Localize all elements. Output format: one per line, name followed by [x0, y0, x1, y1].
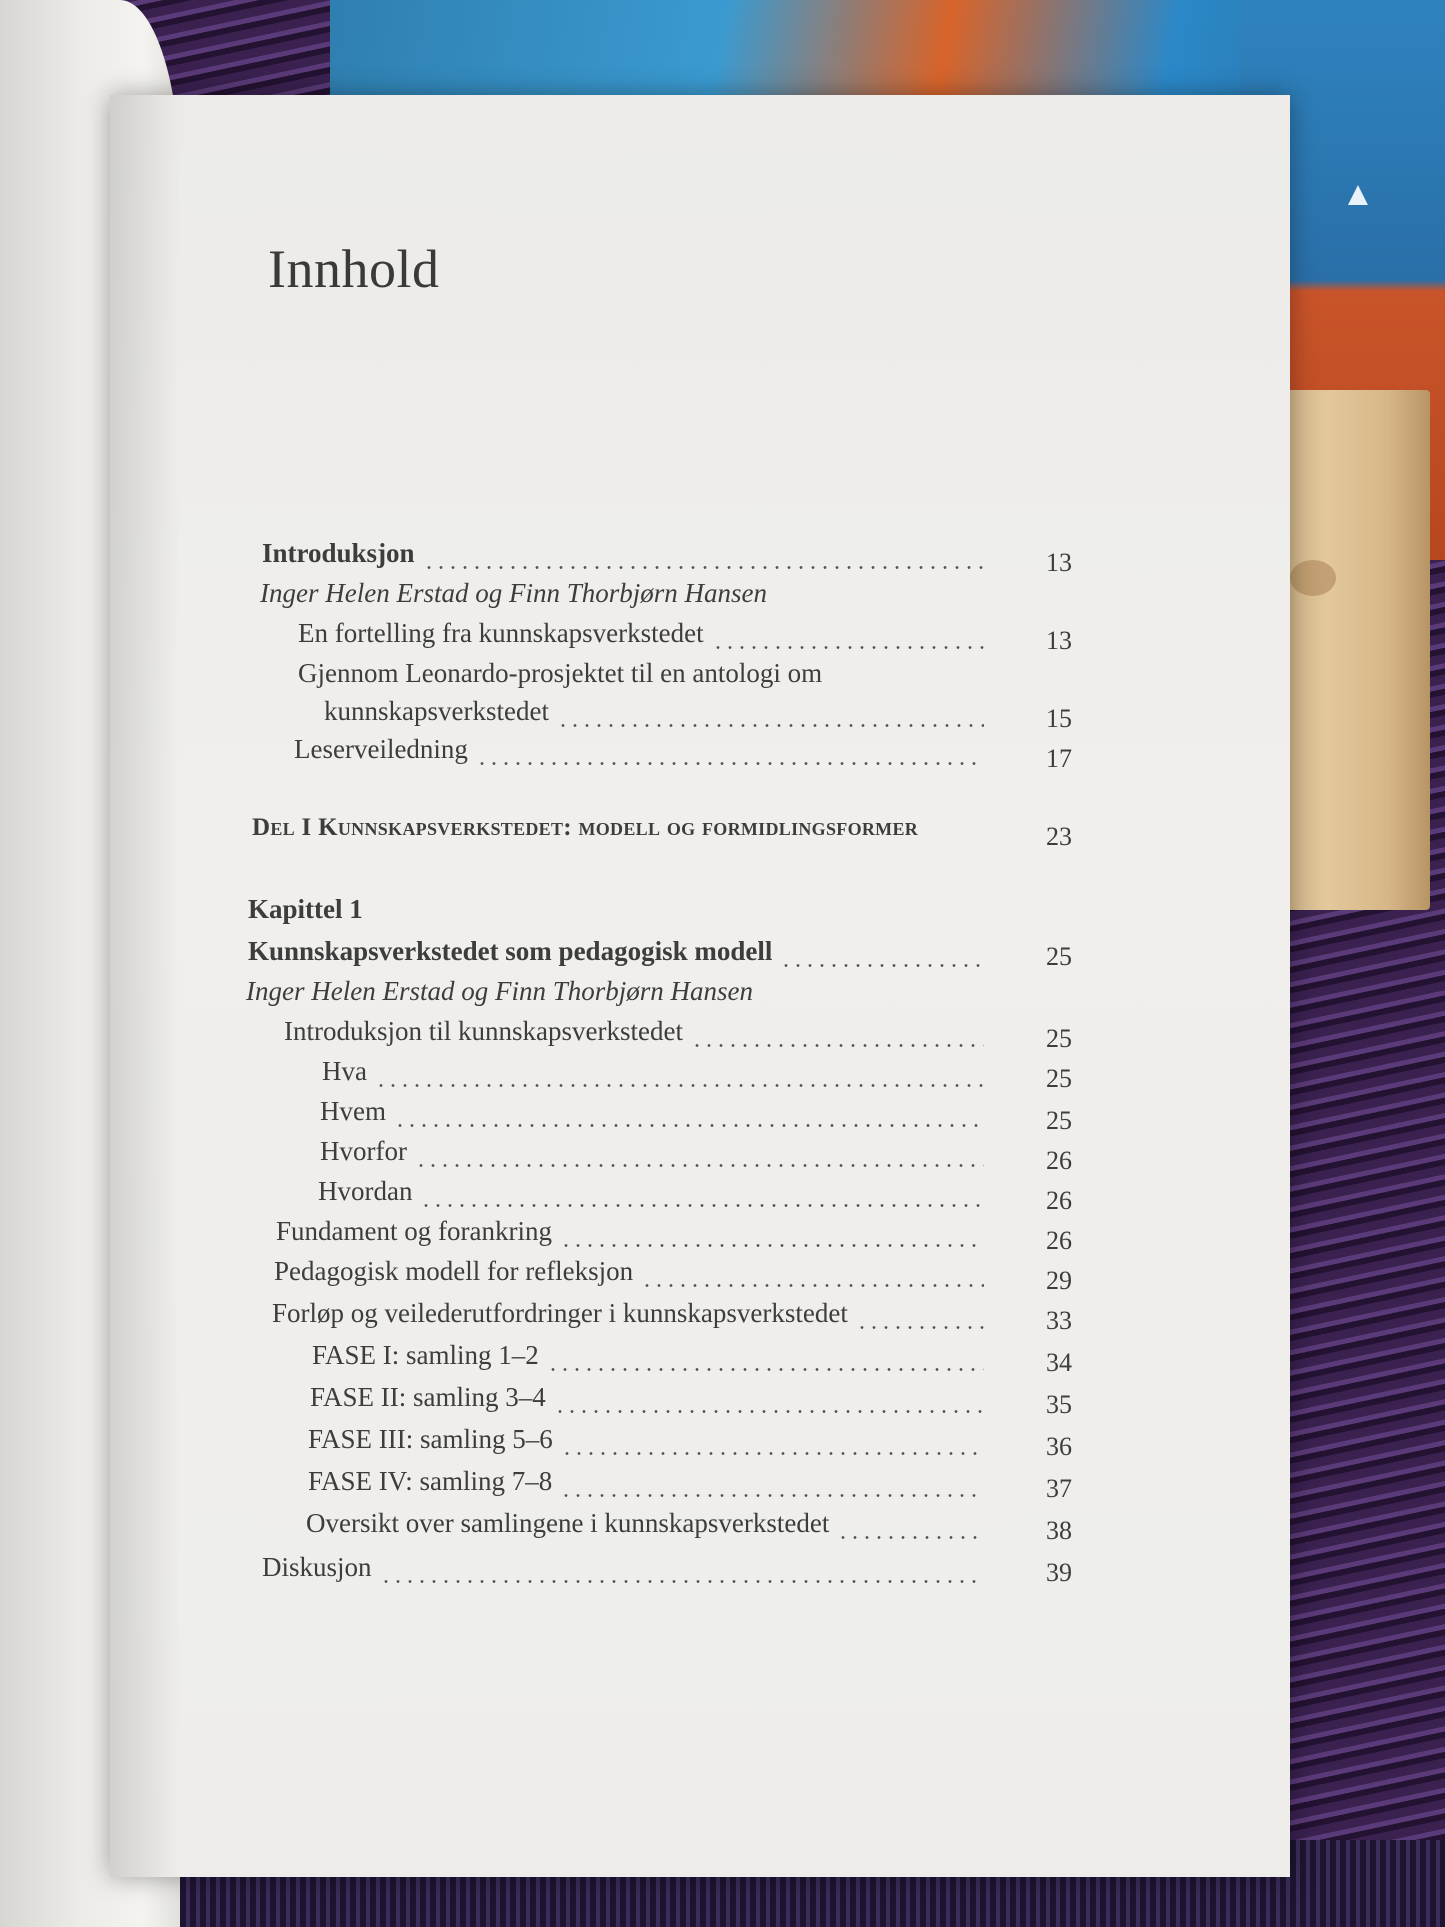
toc-leader-dots — [394, 1124, 984, 1127]
toc-part-heading — [252, 814, 1012, 854]
toc-entry-page: 23 — [1046, 822, 1072, 851]
toc-entry — [324, 696, 984, 736]
toc-entry-label: Pedagogisk modell for refleksjon — [274, 1256, 634, 1286]
toc-entry-label: FASE I: samling 1–2 — [312, 1340, 539, 1370]
toc-entry-page-wrap — [1012, 822, 1072, 862]
toc-entry-page: 26 — [1046, 1186, 1072, 1215]
toc-entry-label: kunnskapsverkstedet — [324, 696, 549, 726]
toc-entry-label: Introduksjon — [262, 538, 415, 568]
toc-entry — [294, 734, 984, 774]
toc-entry-label: Oversikt over samlingene i kunnskapsverkstedet — [306, 1508, 830, 1538]
toc-author-line: Inger Helen Erstad og Finn Thorbjørn Hansen — [260, 578, 767, 608]
toc-entry-page-wrap — [1012, 1390, 1072, 1430]
toc-part-label: Del I Kunnskapsverkstedet: modell og formidlingsformer — [252, 814, 919, 841]
toc-entry — [298, 618, 984, 658]
toc-entry-page-wrap — [1012, 1266, 1072, 1306]
toc-entry-page-wrap — [1012, 1106, 1072, 1146]
toc-leader-dots — [691, 1044, 984, 1047]
toc-leader-dots — [380, 1580, 984, 1583]
toc-entry-label: FASE III: samling 5–6 — [308, 1424, 553, 1454]
toc-entry-label: FASE II: samling 3–4 — [310, 1382, 546, 1412]
toc-entry-label: Gjennom Leonardo-prosjektet til en antologi om — [298, 658, 823, 688]
toc-leader-dots — [560, 1494, 984, 1497]
toc-entry-label: Hvem — [320, 1096, 386, 1126]
toc-entry — [276, 1216, 984, 1256]
toc-entry-page: 29 — [1046, 1266, 1072, 1295]
toc-entry — [320, 1136, 984, 1176]
toc-entry — [312, 1340, 984, 1380]
toc-entry-page-wrap — [1012, 1064, 1072, 1104]
toc-entry-page: 13 — [1046, 626, 1072, 655]
toc-entry-page: 26 — [1046, 1146, 1072, 1175]
toc-entry-page: 38 — [1046, 1516, 1072, 1545]
toc-entry-page-wrap — [1012, 626, 1072, 666]
toc-entry-label: FASE IV: samling 7–8 — [308, 1466, 553, 1496]
page-title: Innhold — [268, 239, 440, 299]
toc-entry-page-wrap — [1012, 942, 1072, 982]
toc-chapter-number: Kapittel 1 — [248, 894, 363, 924]
toc-entry-page-wrap — [1012, 1146, 1072, 1186]
toc-entry-label: En fortelling fra kunnskapsverkstedet — [298, 618, 704, 648]
toc-entry — [320, 1096, 984, 1136]
toc-leader-dots — [641, 1284, 984, 1287]
toc-entry-page-wrap — [1012, 1516, 1072, 1556]
toc-entry — [318, 1176, 984, 1216]
toc-entry-page-wrap — [1012, 744, 1072, 784]
toc-entry-page: 25 — [1046, 1024, 1072, 1053]
toc-entry-page: 13 — [1046, 548, 1072, 577]
toc-entry — [262, 1552, 984, 1592]
toc-leader-dots — [420, 1204, 984, 1207]
toc-entry-page-wrap — [1012, 1474, 1072, 1514]
toc-leader-dots — [557, 724, 984, 727]
toc-entry-label: Kunnskapsverkstedet som pedagogisk modell — [248, 936, 773, 966]
toc-entry-page: 25 — [1046, 942, 1072, 971]
toc-entry-label: Forløp og veilederutfordringer i kunnskapsverkstedet — [272, 1298, 848, 1328]
toc-entry-page-wrap — [1012, 1432, 1072, 1472]
toc-leader-dots — [554, 1410, 984, 1413]
toc-entry-page: 33 — [1046, 1306, 1072, 1335]
toc-leader-dots — [712, 646, 984, 649]
toc-entry-page-wrap — [1012, 704, 1072, 744]
toc-entry-label: Leserveiledning — [294, 734, 468, 764]
toc-leader-dots — [561, 1452, 984, 1455]
toc-entry-page-wrap — [1012, 1306, 1072, 1346]
toc-entry-label: Fundament og forankring — [276, 1216, 552, 1246]
toc-entry — [306, 1508, 984, 1548]
toc-entry-page: 37 — [1046, 1474, 1072, 1503]
toc-entry-page-wrap — [1012, 1024, 1072, 1064]
toc-entry — [308, 1424, 984, 1464]
toc-entry-label: Introduksjon til kunnskapsverkstedet — [284, 1016, 683, 1046]
toc-entry — [310, 1382, 984, 1422]
toc-entry-label: Diskusjon — [262, 1552, 372, 1582]
toc-entry-page: 35 — [1046, 1390, 1072, 1419]
toc-entry-label: Hvordan — [318, 1176, 413, 1206]
wood-knot — [1290, 560, 1336, 596]
toc-entry-label: Hva — [322, 1056, 367, 1086]
toc-entry-page: 17 — [1046, 744, 1072, 773]
toc-leader-dots — [375, 1084, 984, 1087]
toc-leader-dots — [476, 762, 984, 765]
page-spine-shadow — [110, 95, 180, 1877]
toc-leader-dots — [547, 1368, 984, 1371]
toc-entry-page-wrap — [1012, 548, 1072, 588]
toc-entry-page-wrap — [1012, 1348, 1072, 1388]
toc-leader-dots — [837, 1536, 984, 1539]
toc-entry-page: 36 — [1046, 1432, 1072, 1461]
toc-author-line: Inger Helen Erstad og Finn Thorbjørn Hansen — [246, 976, 753, 1006]
toc-entry-page: 39 — [1046, 1558, 1072, 1587]
toc-leader-dots — [560, 1244, 984, 1247]
toc-entry-label: Hvorfor — [320, 1136, 407, 1166]
toc-entry — [284, 1016, 984, 1056]
toc-entry — [322, 1056, 984, 1096]
toc-leader-dots — [423, 566, 984, 569]
toc-entry — [262, 538, 984, 578]
toc-entry — [308, 1466, 984, 1506]
toc-entry-page-wrap — [1012, 1226, 1072, 1266]
toc-leader-dots — [415, 1164, 984, 1167]
toc-entry-page: 25 — [1046, 1064, 1072, 1093]
toc-leader-dots — [780, 964, 984, 967]
toc-entry-page: 34 — [1046, 1348, 1072, 1377]
toc-leader-dots — [856, 1326, 984, 1329]
toc-entry — [272, 1298, 984, 1338]
toc-entry-page: 25 — [1046, 1106, 1072, 1135]
toc-entry — [274, 1256, 984, 1296]
toc-entry-page-wrap — [1012, 1558, 1072, 1598]
publisher-logo-icon: ▲ — [1341, 176, 1375, 213]
toc-entry-page-wrap — [1012, 1186, 1072, 1226]
toc-entry — [248, 936, 984, 976]
toc-entry-page: 15 — [1046, 704, 1072, 733]
toc-entry-page: 26 — [1046, 1226, 1072, 1255]
